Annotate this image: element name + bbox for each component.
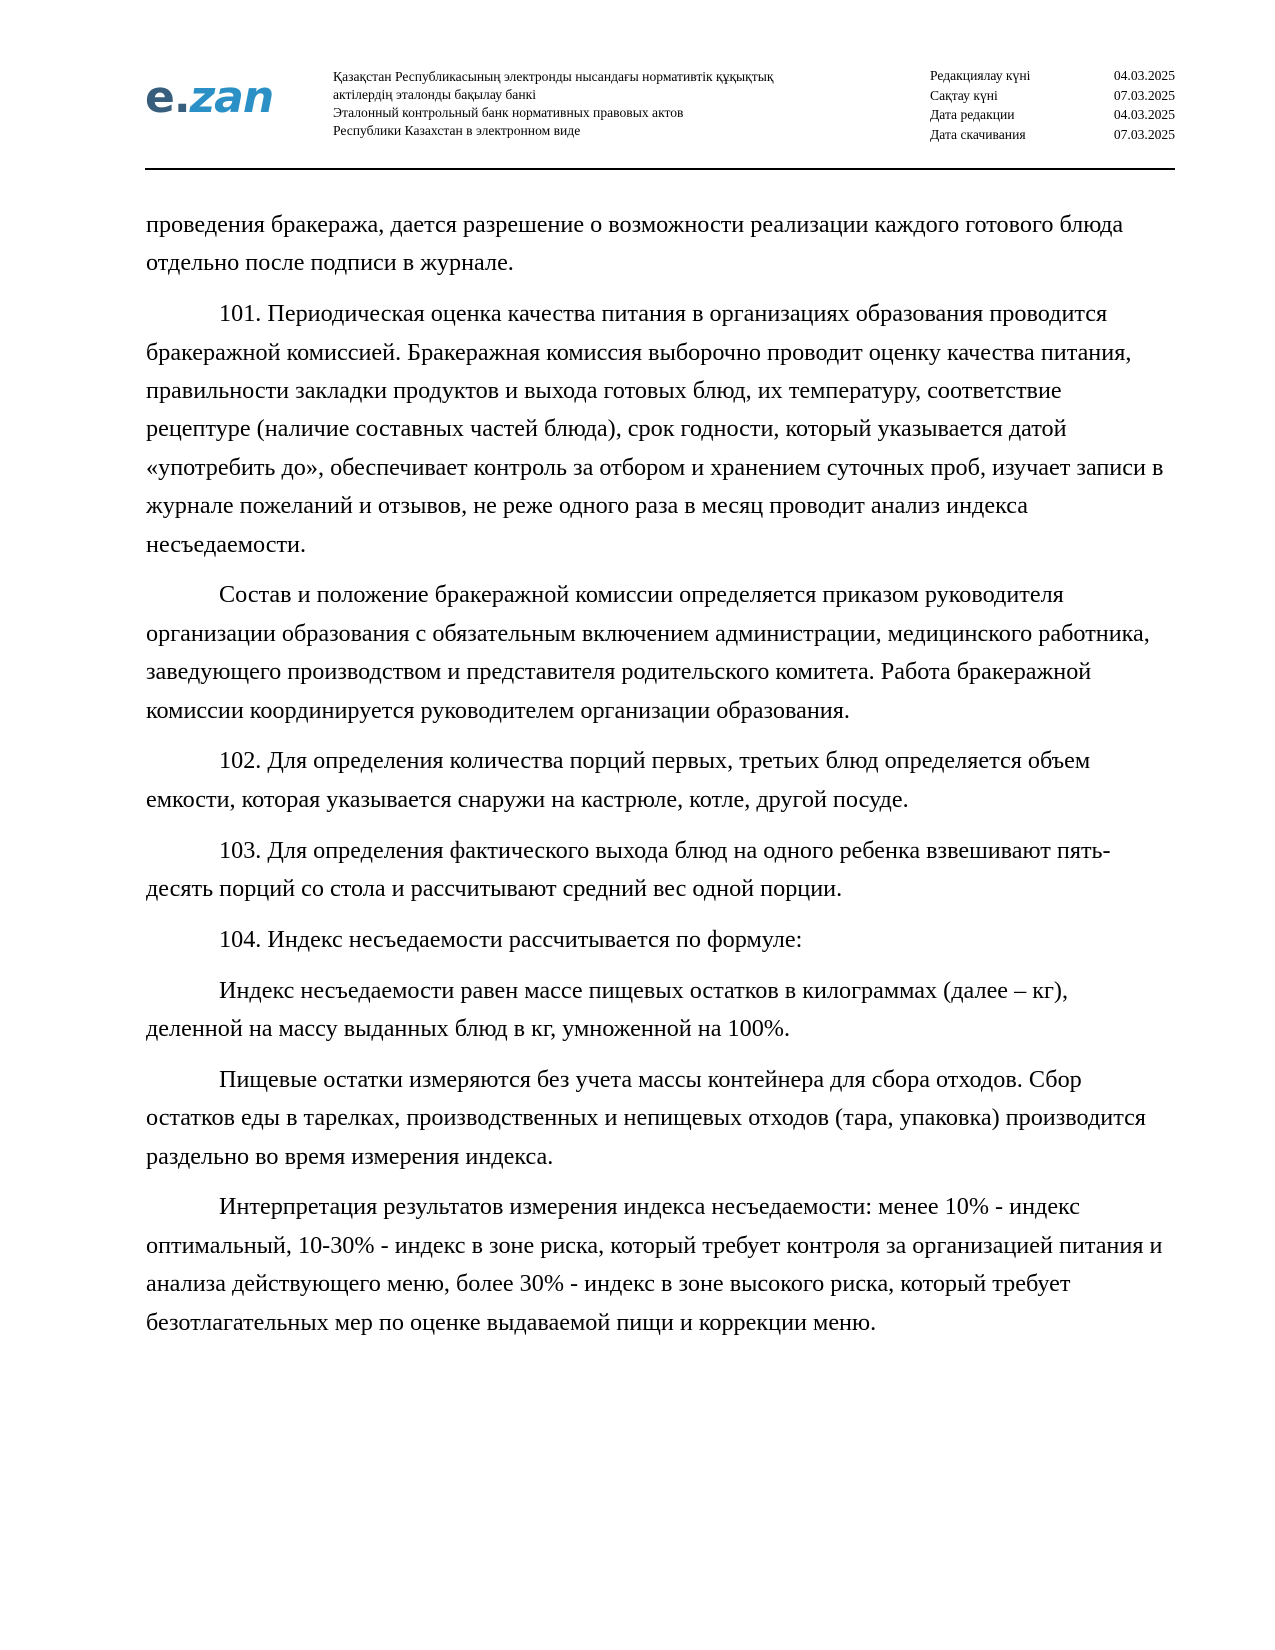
paragraph: Состав и положение бракеражной комиссии определяется приказом руководителя организации образования с обязательным включением администрации, медицинского работника, заведующего производством и представителя родительского комитета. Работа бракеражной комиссии координируется руководителем организации образования. — [146, 581, 1150, 724]
date-value: 07.03.2025 — [1113, 87, 1175, 103]
header-line: Қазақстан Республикасының электронды нысандағы нормативтік құқықтық — [333, 69, 774, 84]
paragraph: 101. Периодическая оценка качества питания в организациях образования проводится бракеражной комиссией. Бракеражная комиссия выборочно проводит оценку качества питания, правильности закладки продуктов и выхода готовых блюд, их температуру, соответствие рецептуре (наличие составных частей блюда), срок годности, который указывается датой «употребить до», обеспечивает контроль за отбором и хранением суточных проб, изучает записи в журнале пожеланий и отзывов, не реже одного раза в месяц проводит анализ индекса несъедаемости. — [146, 300, 1164, 558]
header-line: Эталонный контрольный банк нормативных правовых актов — [333, 105, 684, 120]
date-label: Дата скачивания — [930, 126, 1026, 142]
logo-zan: zan — [189, 72, 274, 123]
paragraph: 103. Для определения фактического выхода блюд на одного ребенка взвешивают пять-десять порций со стола и рассчитывают средний вес одной порции. — [146, 836, 1111, 903]
paragraph: проведения бракеража, дается разрешение о возможности реализации каждого готового блюда отдельно после подписи в журнале. — [146, 211, 1124, 277]
paragraph: 102. Для определения количества порций первых, третьих блюд определяется объем емкости, которая указывается снаружи на кастрюле, котле, другой посуде. — [146, 747, 1091, 813]
date-row-save-kz — [930, 86, 1175, 106]
document-header — [145, 62, 1175, 166]
header-line: Республики Казахстан в электронном виде — [333, 123, 581, 138]
date-label: Редакциялау күні — [930, 68, 1031, 83]
date-label: Сақтау күні — [930, 87, 998, 103]
header-description — [333, 68, 893, 140]
paragraph: 104. Индекс несъедаемости рассчитывается по формуле: — [219, 925, 803, 953]
date-value: 07.03.2025 — [1113, 126, 1175, 142]
header-dates — [930, 66, 1175, 144]
logo-e: e — [145, 72, 174, 123]
date-value: 04.03.2025 — [1113, 107, 1175, 122]
header-line: актілердің эталонды бақылау банкі — [333, 87, 536, 102]
paragraph: Интерпретация результатов измерения индекса несъедаемости: менее 10% - индекс оптимальный, 10-30% - индекс в зоне риска, который требует контроля за организацией питания и анализа действующего меню, более 30% - индекс в зоне высокого риска, который требует безотлагательных мер по оценке выдаваемой пищи и коррекции меню. — [146, 1193, 1163, 1336]
ezan-logo — [145, 72, 274, 123]
date-row-edit-ru — [930, 105, 1175, 125]
document-body — [146, 206, 1168, 1354]
date-value: 04.03.2025 — [1113, 68, 1175, 83]
paragraph: Индекс несъедаемости равен массе пищевых остатков в килограммах (далее – кг), деленной на массу выданных блюд в кг, умноженной на 100%. — [146, 976, 1068, 1043]
date-label: Дата редакции — [930, 107, 1015, 122]
date-row-edit-kz — [930, 66, 1175, 86]
paragraph: Пищевые остатки измеряются без учета массы контейнера для сбора отходов. Сбор остатков еды в тарелках, производственных и непищевых отходов (тара, упаковка) производится раздельно во время измерения индекса. — [146, 1065, 1146, 1170]
header-divider — [145, 168, 1175, 170]
date-row-download-ru — [930, 125, 1175, 145]
logo-dot: . — [173, 72, 190, 123]
